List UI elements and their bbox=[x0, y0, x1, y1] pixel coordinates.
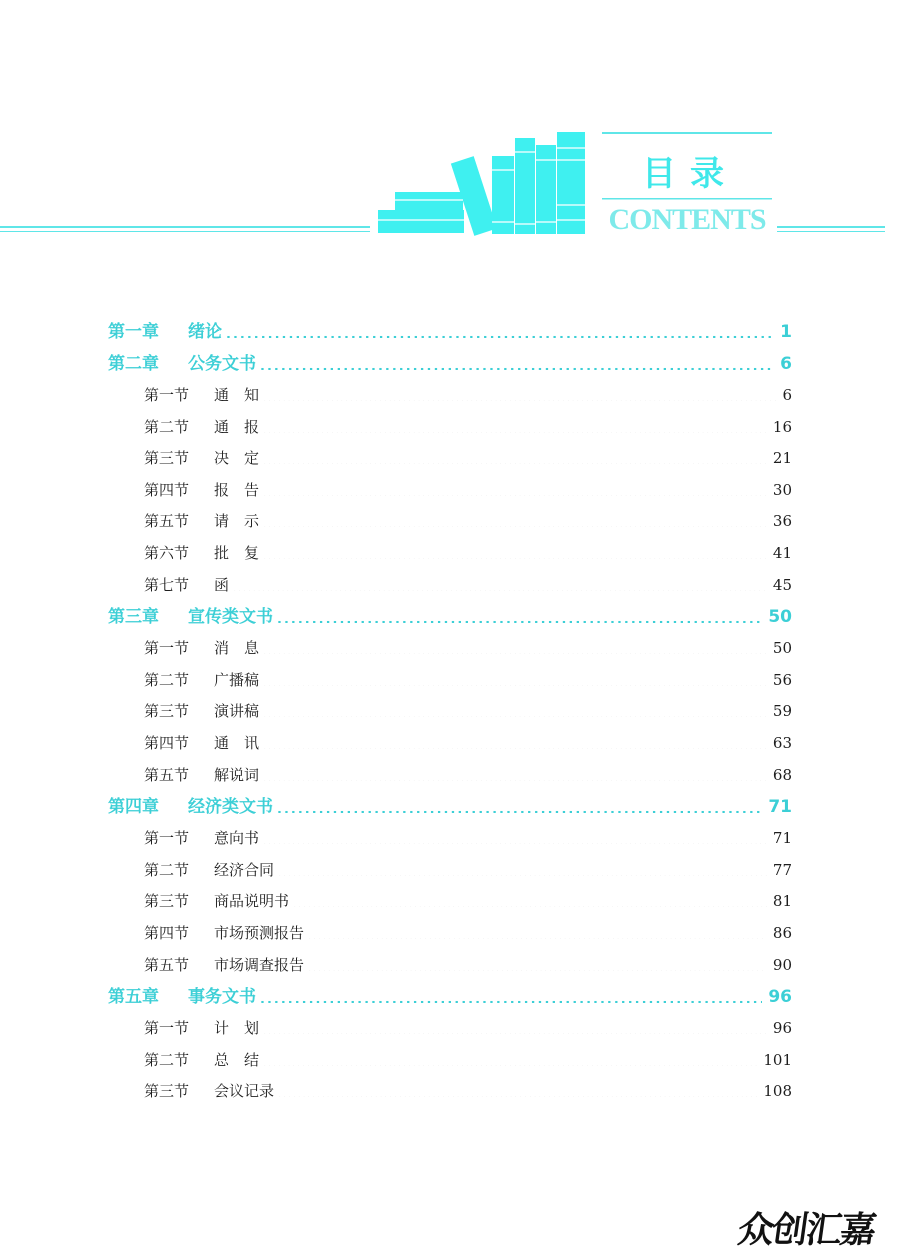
toc-entry-title: 通 报 bbox=[214, 417, 260, 436]
toc-entry-number: 第七节 bbox=[144, 575, 190, 594]
dot-leader bbox=[278, 1082, 757, 1097]
toc-entry-page: 71 bbox=[768, 797, 792, 818]
toc-entry-title: 演讲稿 bbox=[214, 702, 260, 721]
toc-entry-title: 经济合同 bbox=[214, 860, 275, 879]
dot-leader bbox=[277, 606, 762, 623]
toc-entry-page: 50 bbox=[768, 607, 792, 628]
toc-entry-number: 第二节 bbox=[144, 860, 190, 879]
dot-leader bbox=[263, 639, 767, 654]
toc-entry-title: 函 bbox=[214, 575, 230, 594]
toc-section-row[interactable] bbox=[108, 380, 792, 412]
toc-entry-title: 会议记录 bbox=[214, 1082, 275, 1101]
dot-leader bbox=[263, 1019, 767, 1034]
toc-entry-number: 第二节 bbox=[144, 417, 190, 436]
toc-section-row[interactable] bbox=[108, 570, 792, 602]
toc-entry-number: 第二节 bbox=[144, 1050, 190, 1069]
toc-section-row[interactable] bbox=[108, 412, 792, 444]
toc-entry-number: 第一节 bbox=[144, 639, 190, 658]
dot-leader bbox=[308, 924, 767, 939]
toc-entry-title: 意向书 bbox=[214, 829, 260, 848]
toc-entry-number: 第三节 bbox=[144, 1082, 190, 1101]
toc-section-row[interactable] bbox=[108, 475, 792, 507]
toc-entry-page: 77 bbox=[772, 860, 792, 879]
page-subtitle: CONTENTS bbox=[608, 203, 766, 236]
toc-entry-page: 59 bbox=[772, 702, 792, 721]
dot-leader bbox=[233, 576, 767, 591]
toc-entry-page: 41 bbox=[772, 543, 792, 562]
toc-entry-title: 广播稿 bbox=[214, 670, 260, 689]
toc-entry-title: 批 复 bbox=[214, 543, 260, 562]
toc-entry-page: 108 bbox=[763, 1082, 792, 1101]
toc-entry-page: 96 bbox=[772, 1019, 792, 1038]
toc-chapter-row[interactable] bbox=[108, 791, 792, 823]
toc-section-row[interactable] bbox=[108, 1045, 792, 1077]
toc-entry-number: 第四节 bbox=[144, 733, 190, 752]
toc-entry-number: 第一节 bbox=[144, 1019, 190, 1038]
toc-entry-page: 90 bbox=[772, 955, 792, 974]
toc-chapter-row[interactable] bbox=[108, 601, 792, 633]
toc-section-row[interactable] bbox=[108, 696, 792, 728]
watermark-logo: 众创汇嘉 bbox=[735, 1210, 877, 1251]
toc-entry-title: 公务文书 bbox=[188, 354, 256, 374]
toc-section-row[interactable] bbox=[108, 665, 792, 697]
dot-leader bbox=[263, 512, 767, 527]
toc-entry-page: 45 bbox=[772, 575, 792, 594]
contents-header bbox=[0, 0, 899, 260]
toc-chapter-row[interactable] bbox=[108, 981, 792, 1013]
toc-entry-page: 101 bbox=[763, 1050, 792, 1069]
toc-entry-title: 事务文书 bbox=[188, 987, 256, 1008]
toc-section-row[interactable] bbox=[108, 886, 792, 918]
toc-entry-title: 通 知 bbox=[214, 386, 260, 404]
toc-entry-title: 消 息 bbox=[214, 639, 260, 658]
toc-entry-page: 81 bbox=[772, 892, 792, 911]
dot-leader bbox=[260, 353, 774, 370]
toc-entry-page: 6 bbox=[782, 386, 792, 404]
dot-leader bbox=[263, 1051, 757, 1066]
toc-chapter-row[interactable] bbox=[108, 348, 792, 380]
toc-section-row[interactable] bbox=[108, 1076, 792, 1108]
toc-entry-page: 63 bbox=[772, 733, 792, 752]
dot-leader bbox=[263, 671, 767, 686]
dot-leader bbox=[263, 481, 767, 496]
toc-entry-page: 36 bbox=[772, 512, 792, 531]
toc-section-row[interactable] bbox=[108, 855, 792, 887]
toc-section-row[interactable] bbox=[108, 950, 792, 982]
toc-entry-number: 第五章 bbox=[108, 987, 159, 1008]
toc-entry-title: 绪论 bbox=[188, 322, 222, 342]
dot-leader bbox=[277, 796, 762, 813]
toc-entry-page: 86 bbox=[772, 923, 792, 942]
toc-entry-page: 16 bbox=[772, 417, 792, 436]
toc-entry-page: 21 bbox=[772, 449, 792, 468]
toc-entry-page: 71 bbox=[772, 829, 792, 848]
toc-section-row[interactable] bbox=[108, 506, 792, 538]
toc-entry-number: 第二章 bbox=[108, 354, 159, 374]
dot-leader bbox=[308, 956, 767, 971]
dot-leader bbox=[263, 449, 767, 464]
toc-entry-title: 解说词 bbox=[214, 765, 260, 784]
toc-entry-title: 市场预测报告 bbox=[214, 923, 305, 942]
toc-entry-number: 第三章 bbox=[108, 607, 159, 628]
table-of-contents bbox=[108, 316, 792, 1108]
dot-leader bbox=[293, 892, 767, 907]
dot-leader bbox=[263, 766, 767, 781]
toc-section-row[interactable] bbox=[108, 1013, 792, 1045]
toc-entry-title: 总 结 bbox=[214, 1050, 260, 1069]
toc-entry-page: 68 bbox=[772, 765, 792, 784]
toc-entry-title: 市场调查报告 bbox=[214, 955, 305, 974]
toc-chapter-row[interactable] bbox=[108, 316, 792, 348]
toc-entry-page: 1 bbox=[780, 322, 792, 342]
toc-entry-title: 请 示 bbox=[214, 512, 260, 531]
dot-leader bbox=[278, 861, 767, 876]
page-title: 目录 bbox=[642, 154, 738, 194]
toc-entry-page: 56 bbox=[772, 670, 792, 689]
toc-entry-title: 决 定 bbox=[214, 449, 260, 468]
toc-section-row[interactable] bbox=[108, 728, 792, 760]
toc-entry-title: 报 告 bbox=[214, 480, 260, 499]
toc-entry-number: 第五节 bbox=[144, 955, 190, 974]
toc-section-row[interactable] bbox=[108, 443, 792, 475]
dot-leader bbox=[263, 734, 767, 749]
toc-section-row[interactable] bbox=[108, 760, 792, 792]
dot-leader bbox=[263, 829, 767, 844]
dot-leader bbox=[263, 702, 767, 717]
toc-entry-number: 第六节 bbox=[144, 543, 190, 562]
toc-section-row[interactable] bbox=[108, 633, 792, 665]
toc-entry-number: 第四节 bbox=[144, 480, 190, 499]
toc-entry-number: 第三节 bbox=[144, 702, 190, 721]
toc-entry-page: 96 bbox=[768, 987, 792, 1008]
toc-section-row[interactable] bbox=[108, 538, 792, 570]
dot-leader bbox=[263, 544, 767, 559]
toc-entry-title: 商品说明书 bbox=[214, 892, 290, 911]
dot-leader bbox=[263, 386, 776, 401]
toc-section-row[interactable] bbox=[108, 823, 792, 855]
toc-entry-page: 30 bbox=[772, 480, 792, 499]
toc-entry-number: 第四章 bbox=[108, 797, 159, 818]
dot-leader bbox=[260, 986, 762, 1003]
toc-entry-number: 第一章 bbox=[108, 322, 159, 342]
toc-entry-number: 第一节 bbox=[144, 386, 190, 404]
toc-entry-number: 第四节 bbox=[144, 923, 190, 942]
toc-entry-number: 第二节 bbox=[144, 670, 190, 689]
toc-section-row[interactable] bbox=[108, 918, 792, 950]
toc-entry-page: 6 bbox=[780, 354, 792, 374]
toc-entry-title: 通 讯 bbox=[214, 733, 260, 752]
toc-entry-number: 第五节 bbox=[144, 512, 190, 531]
toc-entry-title: 计 划 bbox=[214, 1019, 260, 1038]
toc-entry-page: 50 bbox=[772, 639, 792, 658]
toc-entry-number: 第三节 bbox=[144, 449, 190, 468]
dot-leader bbox=[226, 321, 774, 338]
toc-entry-number: 第三节 bbox=[144, 892, 190, 911]
toc-entry-number: 第一节 bbox=[144, 829, 190, 848]
dot-leader bbox=[263, 418, 767, 433]
toc-entry-number: 第五节 bbox=[144, 765, 190, 784]
toc-entry-title: 经济类文书 bbox=[188, 797, 273, 818]
toc-entry-title: 宣传类文书 bbox=[188, 607, 273, 628]
